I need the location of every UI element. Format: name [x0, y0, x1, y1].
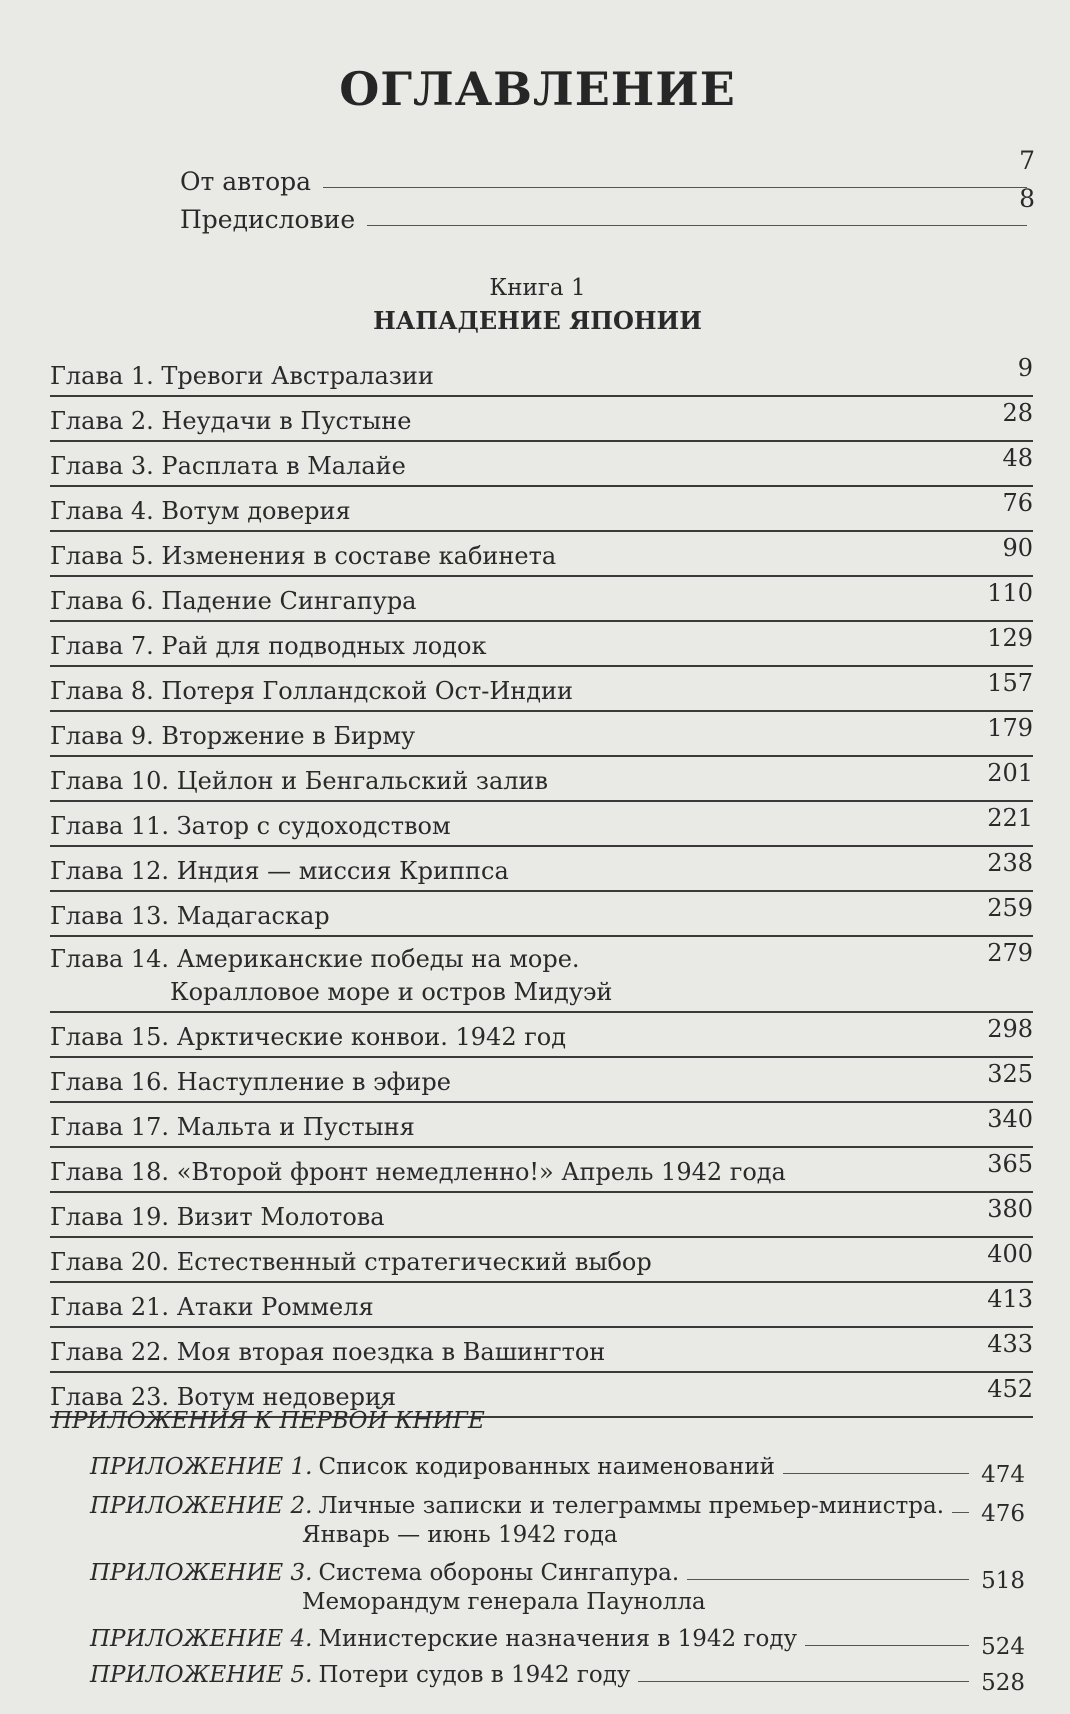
chapter-title: Глава 7. Рай для подводных лодок — [50, 632, 487, 660]
appendix-row — [90, 1626, 1025, 1660]
book-title: НАПАДЕНИЕ ЯПОНИИ — [373, 306, 702, 335]
appendix-label: ПРИЛОЖЕНИЕ 3. — [90, 1560, 313, 1586]
page-number: 221 — [987, 804, 1033, 832]
chapter-title: Глава 11. Затор с судоходством — [50, 812, 451, 840]
page-number: 325 — [987, 1060, 1033, 1088]
chapter-row — [50, 667, 1033, 712]
appendix-title: Личные записки и телеграммы премьер-министра. — [318, 1493, 945, 1519]
page-number: 452 — [987, 1375, 1033, 1403]
dot-leader — [805, 1645, 969, 1646]
chapter-title: Глава 9. Вторжение в Бирму — [50, 722, 416, 750]
chapter-title-continued: Коралловое море и остров Мидуэй — [170, 978, 613, 1006]
chapter-row — [50, 1283, 1033, 1328]
chapter-row — [50, 577, 1033, 622]
chapter-row — [50, 397, 1033, 442]
appendices-heading: ПРИЛОЖЕНИЯ К ПЕРВОЙ КНИГЕ — [52, 1408, 485, 1434]
chapter-row — [50, 1328, 1033, 1373]
appendix-row — [90, 1454, 1025, 1488]
appendix-label: ПРИЛОЖЕНИЕ 5. — [90, 1662, 313, 1688]
page-number: 201 — [987, 759, 1033, 787]
chapter-list — [50, 352, 1033, 1418]
chapter-title: Глава 22. Моя вторая поездка в Вашингтон — [50, 1338, 606, 1366]
page-number: 90 — [1002, 534, 1033, 562]
dot-leader — [952, 1512, 969, 1513]
page-number: 365 — [987, 1150, 1033, 1178]
page-number: 76 — [1002, 489, 1033, 517]
page-number: 476 — [981, 1501, 1025, 1527]
chapter-title: Глава 12. Индия — миссия Криппса — [50, 857, 509, 885]
dot-leader — [783, 1473, 969, 1474]
book-label: Книга 1 — [489, 275, 586, 301]
page-number: 129 — [987, 624, 1033, 652]
front-matter-author — [180, 146, 1035, 196]
chapter-title: Глава 10. Цейлон и Бенгальский залив — [50, 767, 549, 795]
appendix-row — [90, 1560, 1025, 1615]
chapter-row — [50, 1238, 1033, 1283]
chapter-row — [50, 847, 1033, 892]
chapter-row — [50, 532, 1033, 577]
chapter-title: Глава 16. Наступление в эфире — [50, 1068, 451, 1096]
chapter-row — [50, 892, 1033, 937]
page-number: 298 — [987, 1015, 1033, 1043]
page-number: 380 — [987, 1195, 1033, 1223]
page-number: 340 — [987, 1105, 1033, 1133]
page-number: 157 — [987, 669, 1033, 697]
chapter-title: Глава 6. Падение Сингапура — [50, 587, 417, 615]
chapter-row — [50, 1148, 1033, 1193]
page-number: 528 — [981, 1670, 1025, 1696]
page-title: ОГЛАВЛЕНИЕ — [339, 62, 736, 116]
chapter-row — [50, 442, 1033, 487]
page-number: 28 — [1002, 399, 1033, 427]
appendix-label: ПРИЛОЖЕНИЕ 1. — [90, 1454, 313, 1480]
chapter-row — [50, 1013, 1033, 1058]
dot-leader — [687, 1579, 969, 1580]
appendix-title-continued: Январь — июнь 1942 года — [302, 1522, 618, 1548]
front-matter-label: От автора — [180, 167, 312, 196]
chapter-row — [50, 352, 1033, 397]
page-number: 48 — [1002, 444, 1033, 472]
chapter-row — [50, 622, 1033, 667]
dot-leader — [367, 225, 1027, 226]
appendix-title: Система обороны Сингапура. — [318, 1560, 680, 1586]
front-matter-label: Предисловие — [180, 205, 356, 234]
chapter-title: Глава 14. Американские победы на море. — [50, 945, 580, 973]
chapter-title: Глава 19. Визит Молотова — [50, 1203, 385, 1231]
chapter-title: Глава 3. Расплата в Малайе — [50, 452, 406, 480]
appendix-label: ПРИЛОЖЕНИЕ 4. — [90, 1626, 313, 1652]
chapter-title: Глава 5. Изменения в составе кабинета — [50, 542, 557, 570]
page-number: 279 — [987, 939, 1033, 967]
page-number: 238 — [987, 849, 1033, 877]
chapter-title: Глава 8. Потеря Голландской Ост-Индии — [50, 677, 574, 705]
chapter-title: Глава 23. Вотум недоверия — [50, 1383, 397, 1411]
appendix-title: Потери судов в 1942 году — [318, 1662, 631, 1688]
page-number: 179 — [987, 714, 1033, 742]
page-number: 259 — [987, 894, 1033, 922]
chapter-row — [50, 757, 1033, 802]
chapter-title: Глава 2. Неудачи в Пустыне — [50, 407, 412, 435]
page-number: 8 — [1019, 184, 1035, 213]
chapter-title: Глава 13. Мадагаскар — [50, 902, 330, 930]
page-number: 9 — [1017, 354, 1033, 382]
chapter-row — [50, 1103, 1033, 1148]
dot-leader — [323, 187, 1027, 188]
front-matter-preface — [180, 184, 1035, 234]
page-number: 518 — [981, 1568, 1025, 1594]
page-number: 7 — [1019, 146, 1035, 175]
chapter-title: Глава 15. Арктические конвои. 1942 год — [50, 1023, 567, 1051]
appendix-row — [90, 1493, 1025, 1548]
appendix-title: Министерские назначения в 1942 году — [318, 1626, 798, 1652]
page-number: 413 — [987, 1285, 1033, 1313]
appendix-label: ПРИЛОЖЕНИЕ 2. — [90, 1493, 313, 1519]
chapter-title: Глава 1. Тревоги Австралазии — [50, 362, 434, 390]
chapter-row — [50, 487, 1033, 532]
appendix-title: Список кодированных наименований — [318, 1454, 776, 1480]
page-number: 110 — [987, 579, 1033, 607]
chapter-title: Глава 21. Атаки Роммеля — [50, 1293, 374, 1321]
dot-leader — [638, 1681, 969, 1682]
chapter-title: Глава 18. «Второй фронт немедленно!» Апрель 1942 года — [50, 1158, 786, 1186]
chapter-row — [50, 802, 1033, 847]
chapter-title: Глава 17. Мальта и Пустыня — [50, 1113, 415, 1141]
chapter-title: Глава 20. Естественный стратегический выбор — [50, 1248, 652, 1276]
chapter-row — [50, 1193, 1033, 1238]
page-number: 474 — [981, 1462, 1025, 1488]
chapter-row — [50, 937, 1033, 1013]
appendix-row — [90, 1662, 1025, 1696]
appendix-title-continued: Меморандум генерала Паунолла — [302, 1589, 706, 1615]
chapter-row — [50, 712, 1033, 757]
page-number: 400 — [987, 1240, 1033, 1268]
page-number: 433 — [987, 1330, 1033, 1358]
chapter-row — [50, 1058, 1033, 1103]
page-number: 524 — [981, 1634, 1025, 1660]
chapter-title: Глава 4. Вотум доверия — [50, 497, 351, 525]
